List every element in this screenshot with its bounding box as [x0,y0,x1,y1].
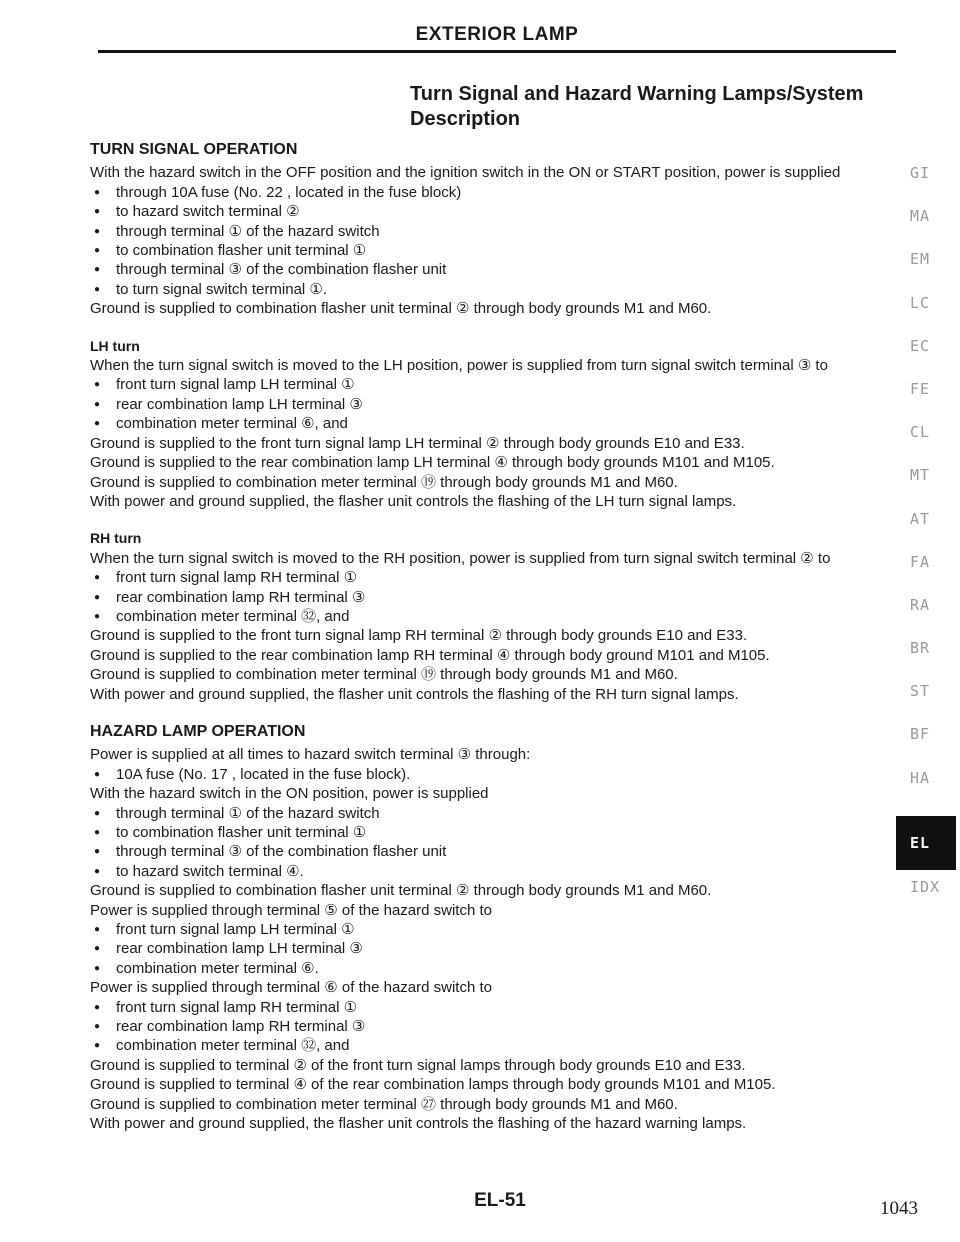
side-tab-st[interactable]: ST [910,682,931,701]
paragraph: Ground is supplied to combination flasher unit terminal ② through body grounds M1 and M60. [90,300,712,318]
list-item: ● front turn signal lamp LH terminal ① [90,375,898,394]
list-item: ● through 10A fuse (No. 22 , located in the fuse block) [90,183,898,202]
lh-turn-heading: LH turn [90,337,140,354]
main-content [90,140,898,1152]
side-tab-em[interactable]: EM [910,250,931,269]
paragraph: With power and ground supplied, the flasher unit controls the flashing of the LH turn signal lamps. [90,492,737,510]
section-title [410,82,863,132]
paragraph: Ground is supplied to terminal ② of the front turn signal lamps through body grounds E10 and E33. [90,1056,746,1074]
paragraph: Ground is supplied to combination meter terminal ⑲ through body grounds M1 and M60. [90,666,678,684]
list-item: ● combination meter terminal ⑥. [90,959,898,978]
list-item: ● rear combination lamp LH terminal ③ [90,395,898,414]
list-item: ● to turn signal switch terminal ①. [90,280,898,299]
rh-turn-heading: RH turn [90,530,142,547]
paragraph: Power is supplied through terminal ⑥ of the hazard switch to [90,979,492,997]
list-item: ● through terminal ③ of the combination flasher unit [90,842,898,861]
turn-signal-heading: TURN SIGNAL OPERATION [90,141,298,158]
paragraph: When the turn signal switch is moved to the RH position, power is supplied from turn signal switch terminal ② to [90,549,831,567]
paragraph: With power and ground supplied, the flasher unit controls the flashing of the hazard warning lamps. [90,1115,747,1133]
side-tab-ec[interactable]: EC [910,336,931,355]
side-tab-fe[interactable]: FE [910,379,931,398]
paragraph: Ground is supplied to combination meter terminal ⑲ through body grounds M1 and M60. [90,473,678,491]
paragraph: Ground is supplied to combination meter terminal ㉗ through body grounds M1 and M60. [90,1095,678,1113]
paragraph: With power and ground supplied, the flasher unit controls the flashing of the RH turn signal lamps. [90,685,739,703]
list-item: ● front turn signal lamp RH terminal ① [90,568,898,587]
list-item: ● 10A fuse (No. 17 , located in the fuse block). [90,765,898,784]
side-tab-br[interactable]: BR [910,639,931,658]
paragraph: Ground is supplied to combination flasher unit terminal ② through body grounds M1 and M60. [90,882,712,900]
list-item: ● combination meter terminal ⑥, and [90,414,898,433]
list-item: ● rear combination lamp LH terminal ③ [90,939,898,958]
side-tab-ra[interactable]: RA [910,595,931,614]
paragraph: Ground is supplied to the rear combination lamp LH terminal ④ through body grounds M101 and M105. [90,454,775,472]
section-title-line-2: Description [410,108,521,130]
side-tab-gi[interactable]: GI [910,164,931,182]
page-header: EXTERIOR LAMP [415,24,579,45]
side-tab-ha[interactable]: HA [910,768,931,787]
turn-signal-operation [90,140,898,319]
list-item: ● to hazard switch terminal ④. [90,862,898,881]
paragraph: With the hazard switch in the ON position, power is supplied [90,785,489,803]
hazard-lamp-operation [90,722,898,1134]
side-tab-at[interactable]: AT [910,509,931,528]
paragraph: Power is supplied at all times to hazard switch terminal ③ through: [90,746,531,764]
list-item: ● through terminal ③ of the combination flasher unit [90,260,898,279]
section-title-line-1: Turn Signal and Hazard Warning Lamps/System [410,83,864,105]
side-tab-fa[interactable]: FA [910,552,931,571]
paragraph: With the hazard switch in the OFF position and the ignition switch in the ON or START position, power is supplied [90,164,841,182]
paragraph: Ground is supplied to the front turn signal lamp LH terminal ② through body grounds E10 and E33. [90,434,745,452]
paragraph: Ground is supplied to terminal ④ of the rear combination lamps through body grounds M101 and M105. [90,1076,776,1094]
list-item: ● rear combination lamp RH terminal ③ [90,1017,898,1036]
hazard-heading: HAZARD LAMP OPERATION [90,722,306,740]
side-tab-el-active[interactable]: EL [896,816,956,870]
side-tab-lc[interactable]: LC [910,293,931,312]
list-item: ● front turn signal lamp LH terminal ① [90,920,898,939]
side-tab-cl[interactable]: CL [910,423,931,442]
side-tab-idx[interactable]: IDX [910,877,941,896]
paragraph: Ground is supplied to the front turn signal lamp RH terminal ② through body grounds E10 and E33. [90,627,748,645]
list-item: ● combination meter terminal ㉜, and [90,607,898,626]
paragraph: Ground is supplied to the rear combination lamp RH terminal ④ through body ground M101 and M105. [90,646,770,664]
paragraph: When the turn signal switch is moved to the LH position, power is supplied from turn signal switch terminal ③ to [90,357,828,375]
list-item: ● through terminal ① of the hazard switch [90,222,898,241]
list-item: ● to hazard switch terminal ② [90,202,898,221]
header-rule [98,50,896,53]
list-item: ● through terminal ① of the hazard switch [90,804,898,823]
list-item: ● to combination flasher unit terminal ① [90,823,898,842]
list-item: ● to combination flasher unit terminal ① [90,241,898,260]
section-index-tabs [906,164,956,921]
page-number: 1043 [880,1198,918,1219]
side-tab-bf[interactable]: BF [910,725,931,744]
list-item: ● front turn signal lamp RH terminal ① [90,998,898,1017]
page-code: EL-51 [474,1190,526,1211]
list-item: ● rear combination lamp RH terminal ③ [90,588,898,607]
paragraph: Power is supplied through terminal ⑤ of the hazard switch to [90,901,492,919]
list-item: ● combination meter terminal ㉜, and [90,1036,898,1055]
side-tab-ma[interactable]: MA [910,207,931,226]
rh-turn [90,529,898,704]
side-tab-mt[interactable]: MT [910,466,931,485]
lh-turn [90,337,898,512]
